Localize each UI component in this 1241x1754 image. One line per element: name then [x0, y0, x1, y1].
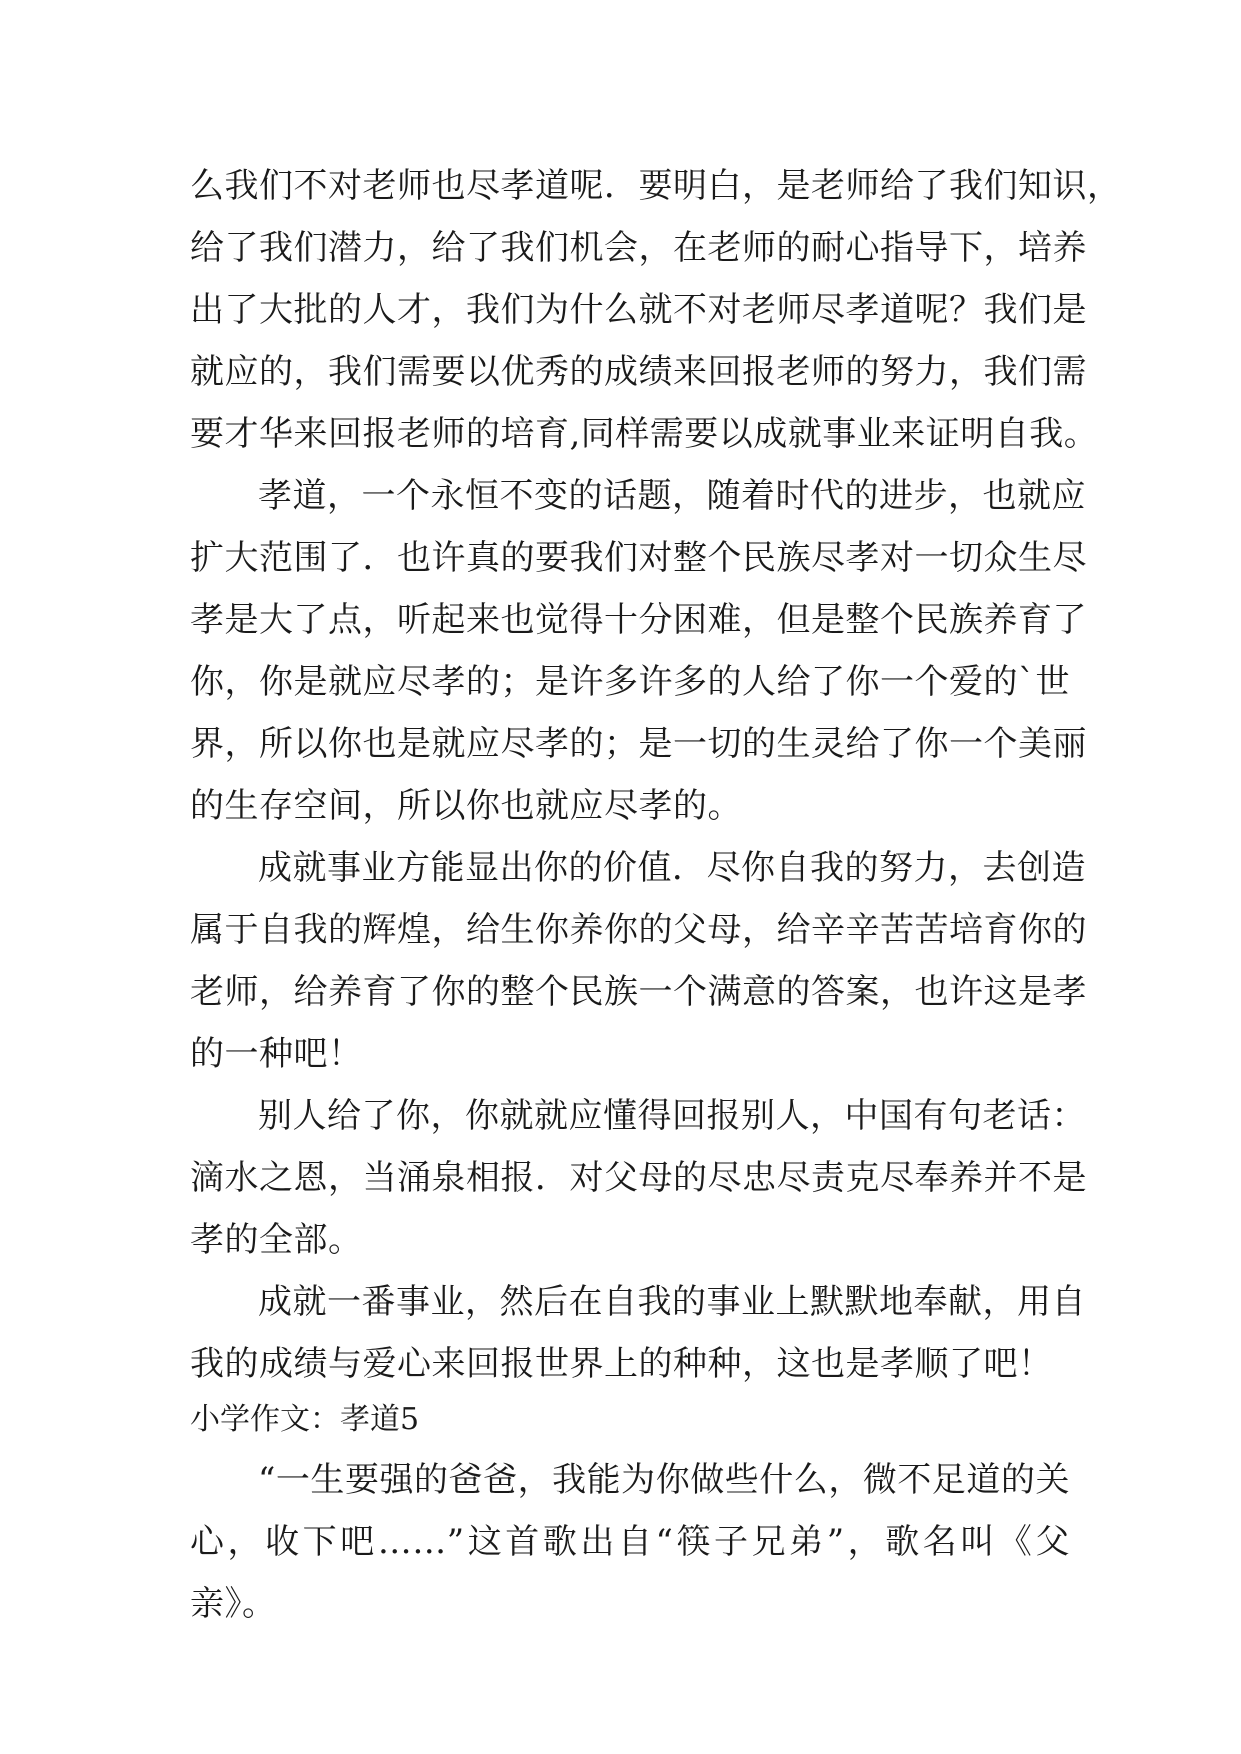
text-line: 我的成绩与爱心来回报世界上的种种，这也是孝顺了吧！ — [190, 1344, 1053, 1384]
text-line: 孝道，一个永恒不变的话题，随着时代的进步，也就应 — [258, 476, 1086, 516]
text-line: 就应的，我们需要以优秀的成绩来回报老师的努力，我们需 — [190, 352, 1087, 392]
text-line: “一生要强的爸爸，我能为你做些什么，微不足道的关 — [258, 1460, 1070, 1500]
text-line: 出了大批的人才，我们为什么就不对老师尽孝道呢？我们是 — [190, 290, 1087, 330]
text-line: 给了我们潜力，给了我们机会，在老师的耐心指导下，培养 — [190, 228, 1087, 268]
text-line: 成就事业方能显出你的价值．尽你自我的努力，去创造 — [258, 848, 1086, 888]
text-line: 亲》。 — [190, 1584, 277, 1624]
text-line: 扩大范围了．也许真的要我们对整个民族尽孝对一切众生尽 — [190, 538, 1087, 578]
text-line: 要才华来回报老师的培育,同样需要以成就事业来证明自我。 — [190, 414, 1099, 454]
text-line: 属于自我的辉煌，给生你养你的父母，给辛辛苦苦培育你的 — [190, 910, 1087, 950]
text-line: 你，你是就应尽孝的；是许多许多的人给了你一个爱的`世 — [190, 662, 1070, 702]
text-line: 老师，给养育了你的整个民族一个满意的答案，也许这是孝 — [190, 972, 1087, 1012]
text-line: 的生存空间，所以你也就应尽孝的。 — [190, 786, 742, 826]
text-line: 心，收下吧……”这首歌出自“筷子兄弟”，歌名叫《父 — [190, 1522, 1070, 1562]
text-line: 滴水之恩，当涌泉相报．对父母的尽忠尽责克尽奉养并不是 — [190, 1158, 1087, 1198]
text-line: 孝是大了点，听起来也觉得十分困难，但是整个民族养育了 — [190, 600, 1087, 640]
section-heading: 小学作文：孝道5 — [190, 1402, 420, 1437]
text-line: 别人给了你，你就就应懂得回报别人，中国有句老话： — [258, 1096, 1086, 1136]
text-line: 孝的全部。 — [190, 1220, 363, 1260]
text-line: 么我们不对老师也尽孝道呢．要明白，是老师给了我们知识， — [190, 166, 1122, 206]
text-line: 的一种吧！ — [190, 1034, 363, 1074]
text-line: 界，所以你也是就应尽孝的；是一切的生灵给了你一个美丽 — [190, 724, 1087, 764]
text-line: 成就一番事业，然后在自我的事业上默默地奉献，用自 — [258, 1282, 1086, 1322]
